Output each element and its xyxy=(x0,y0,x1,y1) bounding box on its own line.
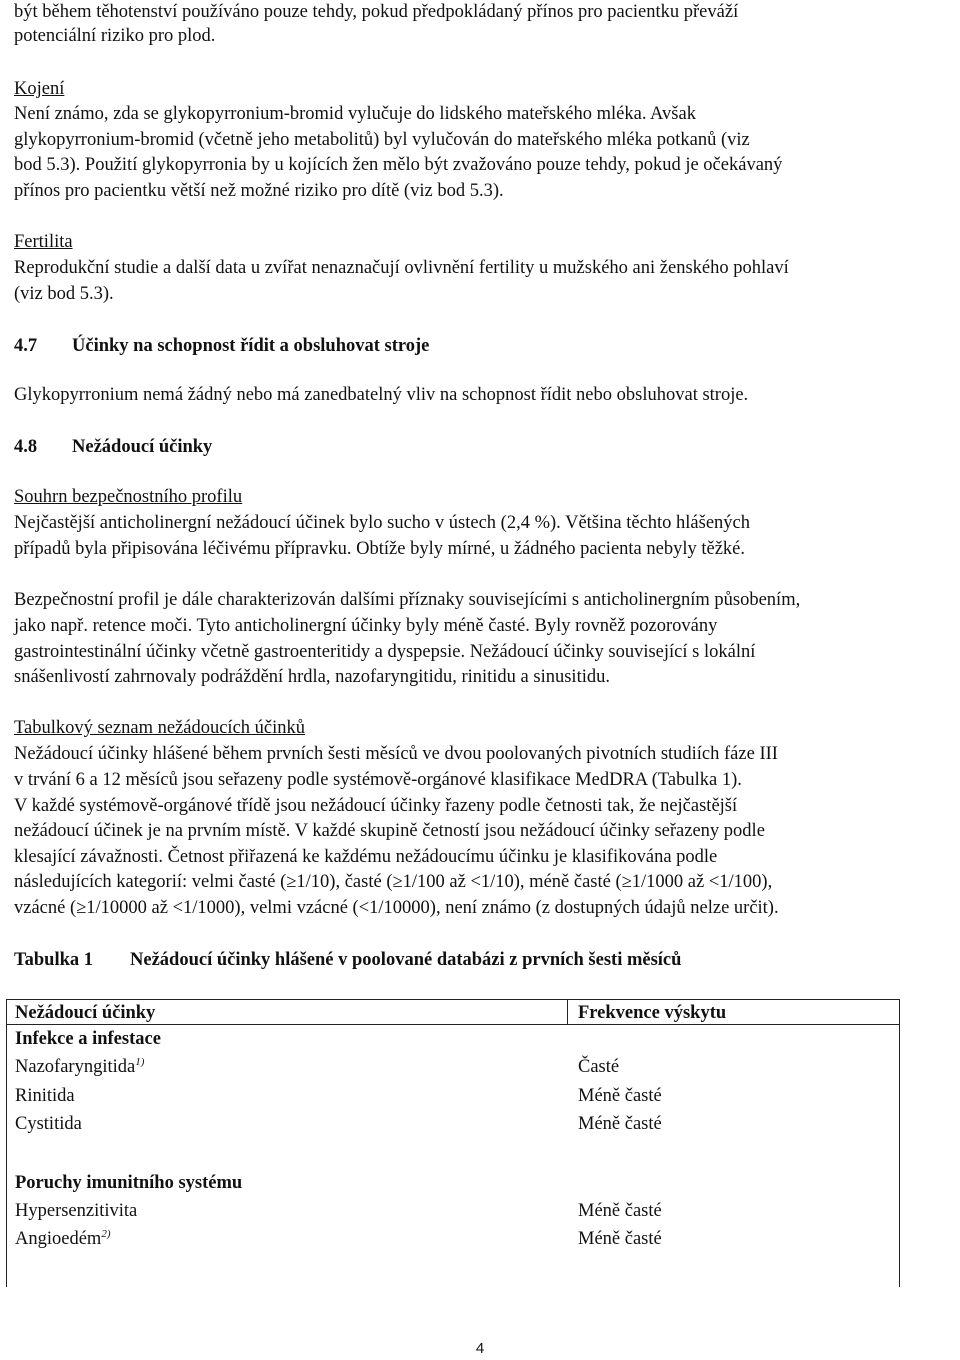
text-line: v trvání 6 a 12 měsíců jsou seřazeny podle systémově-orgánové klasifikace MedDRA (Tabulka 1). xyxy=(14,770,742,790)
text-line: (viz bod 5.3). xyxy=(14,284,114,304)
section-title: Účinky na schopnost řídit a obsluhovat stroje xyxy=(72,336,430,356)
footnote-marker: 1) xyxy=(135,1055,145,1068)
table-effect: Rinitida xyxy=(15,1086,75,1106)
table-frequency: Časté xyxy=(578,1057,620,1077)
text-line: bod 5.3). Použití glykopyrronia by u kojících žen mělo být zvažováno pouze tehdy, pokud je očekávaný xyxy=(14,155,783,175)
text-line: snášenlivostí zahrnovaly podráždění hrdla, nazofaryngitidu, rinitidu a sinusitidu. xyxy=(14,667,610,687)
table-caption-number: Tabulka 1 xyxy=(14,950,94,970)
fertility-heading: Fertilita xyxy=(14,232,73,252)
text-line: být během těhotenství používáno pouze tehdy, pokud předpokládaný přínos pro pacientku převáží xyxy=(14,2,739,22)
safety-summary-heading: Souhrn bezpečnostního profilu xyxy=(14,487,243,507)
section-heading-4-8 xyxy=(14,436,212,458)
section-number: 4.8 xyxy=(14,437,38,457)
text-line: Nežádoucí účinky hlášené během prvních šesti měsíců ve dvou poolovaných pivotních studiích fáze III xyxy=(14,744,778,764)
table-divider xyxy=(567,1000,568,1024)
text-line: nežádoucí účinek je na prvním místě. V každé skupině četností jsou nežádoucí účinky seřazeny podle xyxy=(14,821,765,841)
table-effect: Hypersenzitivita xyxy=(15,1201,138,1221)
table-frequency: Méně časté xyxy=(578,1114,662,1134)
text-line: následujících kategorií: velmi časté (≥1/10), časté (≥1/100 až <1/10), méně časté (≥1/1000 až <1/100), xyxy=(14,872,773,892)
text-line: Reprodukční studie a další data u zvířat nenaznačují ovlivnění fertility u mužského ani ženského pohlaví xyxy=(14,258,789,278)
text-line: V každé systémově-orgánové třídě jsou nežádoucí účinky řazeny podle četnosti tak, že nejčastější xyxy=(14,796,738,816)
text-line: jako např. retence moči. Tyto anticholinergní účinky byly méně časté. Byly rovněž pozorovány xyxy=(14,616,718,636)
table-effect: Cystitida xyxy=(15,1114,82,1134)
section-number: 4.7 xyxy=(14,336,38,356)
text-line: Nejčastější anticholinergní nežádoucí účinek bylo sucho v ústech (2,4 %). Většina těchto hlášených xyxy=(14,513,751,533)
table-effect xyxy=(15,1228,110,1250)
adverse-effects-table xyxy=(6,999,900,1287)
effect-name: Nazofaryngitida xyxy=(15,1057,136,1077)
section-title: Nežádoucí účinky xyxy=(72,437,213,457)
text-line: vzácné (≥1/10000 až <1/1000), velmi vzácné (<1/10000), není známo (z dostupných údajů nelze určit). xyxy=(14,898,779,918)
text-line: klesající závažnosti. Četnost přiřazená ke každému nežádoucímu účinku je klasifikována podle xyxy=(14,847,718,867)
table-divider xyxy=(7,1024,899,1025)
table-effect xyxy=(15,1056,144,1078)
table-frequency: Méně časté xyxy=(578,1086,662,1106)
table-header-frequency: Frekvence výskytu xyxy=(578,1003,727,1023)
page-number: 4 xyxy=(475,1340,485,1357)
footnote-marker: 2) xyxy=(101,1227,111,1240)
section-heading-4-7 xyxy=(14,335,429,357)
text-line: případů byla připisována léčivému přípravku. Obtíže byly mírné, u žádného pacienta nebyly těžké. xyxy=(14,539,746,559)
table-group-name: Infekce a infestace xyxy=(15,1029,161,1049)
text-line: potenciální riziko pro plod. xyxy=(14,26,216,46)
text-line: Bezpečnostní profil je dále charakterizován dalšími příznaky souvisejícími s anticholinergním působením, xyxy=(14,590,801,610)
breastfeeding-heading: Kojení xyxy=(14,79,65,99)
table-caption-title: Nežádoucí účinky hlášené v poolované databázi z prvních šesti měsíců xyxy=(130,950,682,970)
table-group-name: Poruchy imunitního systému xyxy=(15,1173,243,1193)
effect-name: Angioedém xyxy=(15,1229,102,1249)
text-line: glykopyrronium-bromid (včetně jeho metabolitů) byl vylučován do mateřského mléka potkanů (viz xyxy=(14,130,750,150)
table-frequency: Méně časté xyxy=(578,1201,662,1221)
text-line: přínos pro pacientku větší než možné riziko pro dítě (viz bod 5.3). xyxy=(14,181,504,201)
table-caption xyxy=(14,949,681,971)
table-header-effect: Nežádoucí účinky xyxy=(15,1003,156,1023)
text-line: Není známo, zda se glykopyrronium-bromid vylučuje do lidského mateřského mléka. Avšak xyxy=(14,104,696,124)
text-line: gastrointestinální účinky včetně gastroenteritidy a dyspepsie. Nežádoucí účinky související s lokální xyxy=(14,642,756,662)
tabulated-list-heading: Tabulkový seznam nežádoucích účinků xyxy=(14,718,306,738)
text-line: Glykopyrronium nemá žádný nebo má zanedbatelný vliv na schopnost řídit nebo obsluhovat stroje. xyxy=(14,385,749,405)
table-frequency: Méně časté xyxy=(578,1229,662,1249)
